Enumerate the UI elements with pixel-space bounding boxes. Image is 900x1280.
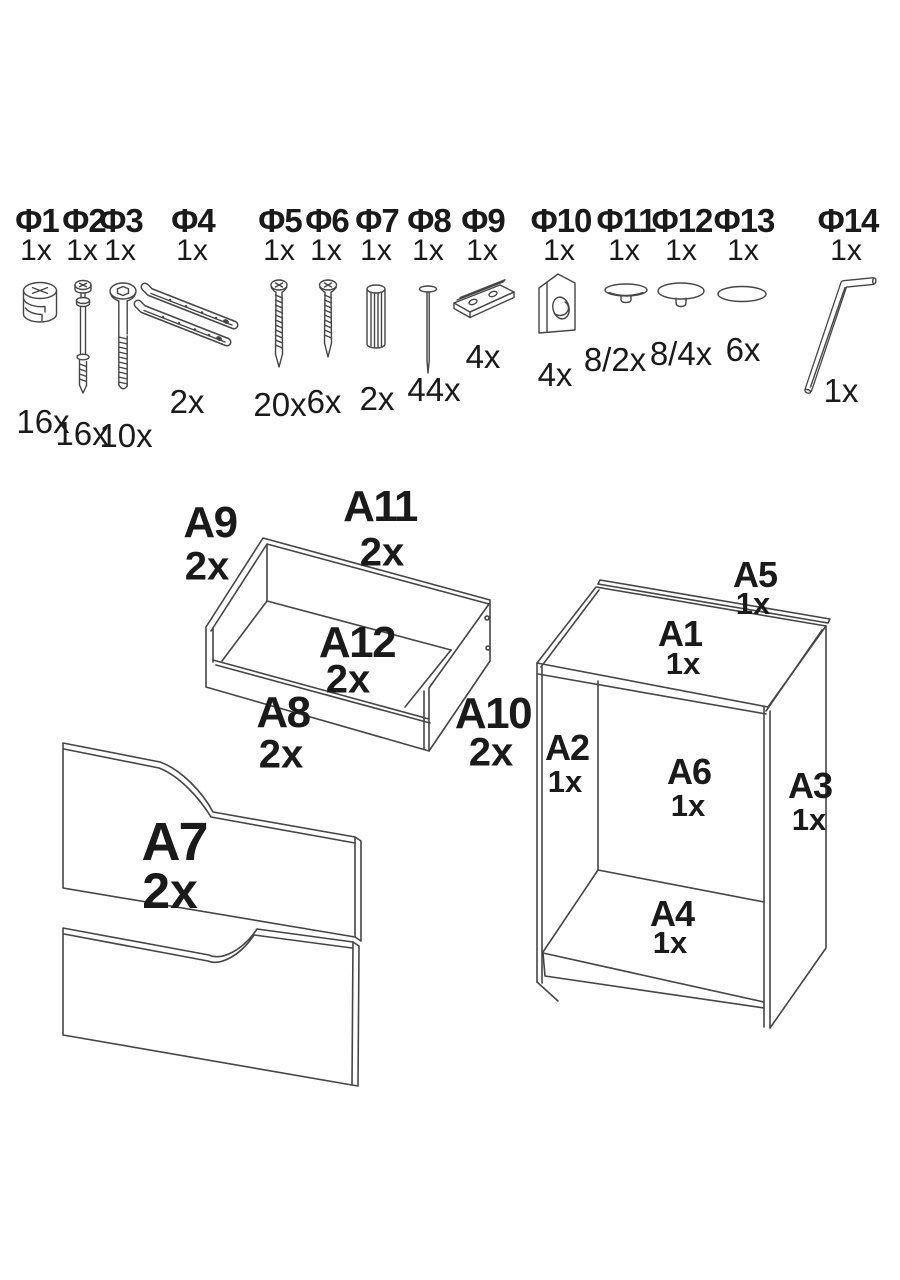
cam-bolt-icon: [68, 279, 98, 397]
part-label-A8: A8: [256, 688, 310, 737]
hardware-qty-label: 2x: [169, 383, 205, 420]
hardware-per-label: 1x: [104, 234, 136, 267]
part-qty-A1: 1x: [665, 646, 701, 681]
part-qty-A4: 1x: [652, 925, 688, 960]
cabinet-right-front-edges: [764, 707, 770, 1028]
hardware-id-label: Φ10: [530, 202, 592, 239]
hardware-id-label: Φ1: [15, 202, 59, 239]
hardware-id-label: Φ7: [355, 202, 399, 239]
hardware-id-label: Φ11: [596, 202, 656, 239]
part-qty-A8: 2x: [258, 732, 304, 777]
hardware-qty-label: 2x: [359, 380, 395, 417]
wood-dowel-icon: [363, 284, 389, 352]
part-label-A2: A2: [544, 727, 590, 768]
hardware-per-label: 1x: [412, 234, 444, 267]
hardware-per-label: 1x: [665, 234, 697, 267]
cabinet-left-panel-edges: [537, 663, 542, 983]
wood-screw-short-icon: [313, 279, 343, 361]
drawer-fronts-drawing: [63, 743, 361, 1086]
cabinet-left-foot-edge: [537, 982, 558, 1001]
part-label-A1: A1: [657, 613, 703, 654]
corner-bracket-icon: [524, 270, 586, 348]
hardware-per-label: 1x: [727, 234, 759, 267]
hardware-qty-label: 10x: [99, 417, 153, 454]
cam-lock-icon: [18, 281, 62, 329]
mounting-plate-icon: [448, 272, 520, 334]
drawer-front-upper-outline: [63, 743, 355, 937]
hardware-per-label: 1x: [20, 234, 52, 267]
cover-cap-large-icon: [655, 282, 707, 312]
hardware-qty-label: 6x: [725, 331, 761, 368]
hardware-per-label: 1x: [360, 234, 392, 267]
hardware-qty-label: 44x: [407, 371, 461, 408]
hardware-id-label: Φ13: [713, 202, 775, 239]
part-qty-A6: 1x: [670, 788, 706, 823]
part-label-A7: A7: [141, 812, 207, 872]
part-qty-A2: 1x: [547, 764, 583, 799]
part-label-A11: A11: [343, 482, 417, 531]
cabinet-shelf-front-edges: [543, 953, 764, 1008]
hardware-id-label: Φ4: [171, 202, 215, 239]
part-label-A12: A12: [318, 618, 396, 667]
part-qty-A9: 2x: [184, 544, 230, 589]
hardware-per-label: 1x: [830, 234, 862, 267]
nail-icon: [416, 284, 440, 376]
hardware-id-label: Φ8: [407, 202, 451, 239]
wood-screw-long-icon: [265, 279, 293, 371]
part-label-A10: A10: [454, 689, 532, 738]
cover-cap-flat-icon: [715, 284, 769, 304]
part-label-A9: A9: [183, 498, 237, 547]
hardware-qty-label: 20x: [253, 386, 307, 423]
hardware-per-label: 1x: [310, 234, 342, 267]
hardware-id-label: Φ12: [651, 202, 713, 239]
hardware-id-label: Φ5: [258, 202, 302, 239]
hardware-per-label: 1x: [543, 234, 575, 267]
cover-cap-small-icon: [601, 282, 651, 308]
part-label-A5: A5: [732, 554, 778, 595]
hardware-per-label: 1x: [466, 234, 498, 267]
part-qty-A7: 2x: [142, 863, 198, 919]
hardware-id-label: Φ3: [99, 202, 143, 239]
hardware-id-label: Φ14: [817, 202, 879, 239]
hardware-id-label: Φ6: [305, 202, 349, 239]
hardware-id-label: Φ2: [62, 202, 106, 239]
part-label-A4: A4: [649, 893, 695, 934]
hardware-qty-label: 16x: [55, 415, 109, 452]
flat-head-bolt-icon: [105, 281, 141, 397]
part-qty-A10: 2x: [468, 730, 514, 775]
part-label-A6: A6: [666, 751, 712, 792]
hardware-qty-label: 6x: [306, 383, 342, 420]
hardware-per-label: 1x: [608, 234, 640, 267]
hardware-qty-label: 4x: [465, 338, 501, 375]
part-qty-A5: 1x: [735, 586, 771, 621]
hardware-per-label: 1x: [263, 234, 295, 267]
part-qty-A11: 2x: [359, 530, 405, 575]
hardware-id-label: Φ9: [461, 202, 505, 239]
cabinet-shelf-left-edge: [543, 870, 598, 952]
hardware-per-label: 1x: [66, 234, 98, 267]
hardware-qty-label: 8/4x: [649, 335, 713, 372]
hardware-qty-label: 1x: [823, 372, 859, 409]
drawer-front-upper-right-edge: [355, 837, 361, 941]
part-label-A3: A3: [787, 765, 833, 806]
hardware-qty-label: 8/2x: [583, 341, 647, 378]
hardware-qty-label: 16x: [16, 403, 70, 440]
hardware-qty-label: 4x: [537, 356, 573, 393]
part-qty-A3: 1x: [791, 802, 827, 837]
drawer-front-lower-outline: [63, 928, 353, 1085]
drawer-slide-rails-icon: [138, 279, 250, 353]
part-qty-A12: 2x: [325, 657, 371, 702]
hardware-per-label: 1x: [176, 234, 208, 267]
